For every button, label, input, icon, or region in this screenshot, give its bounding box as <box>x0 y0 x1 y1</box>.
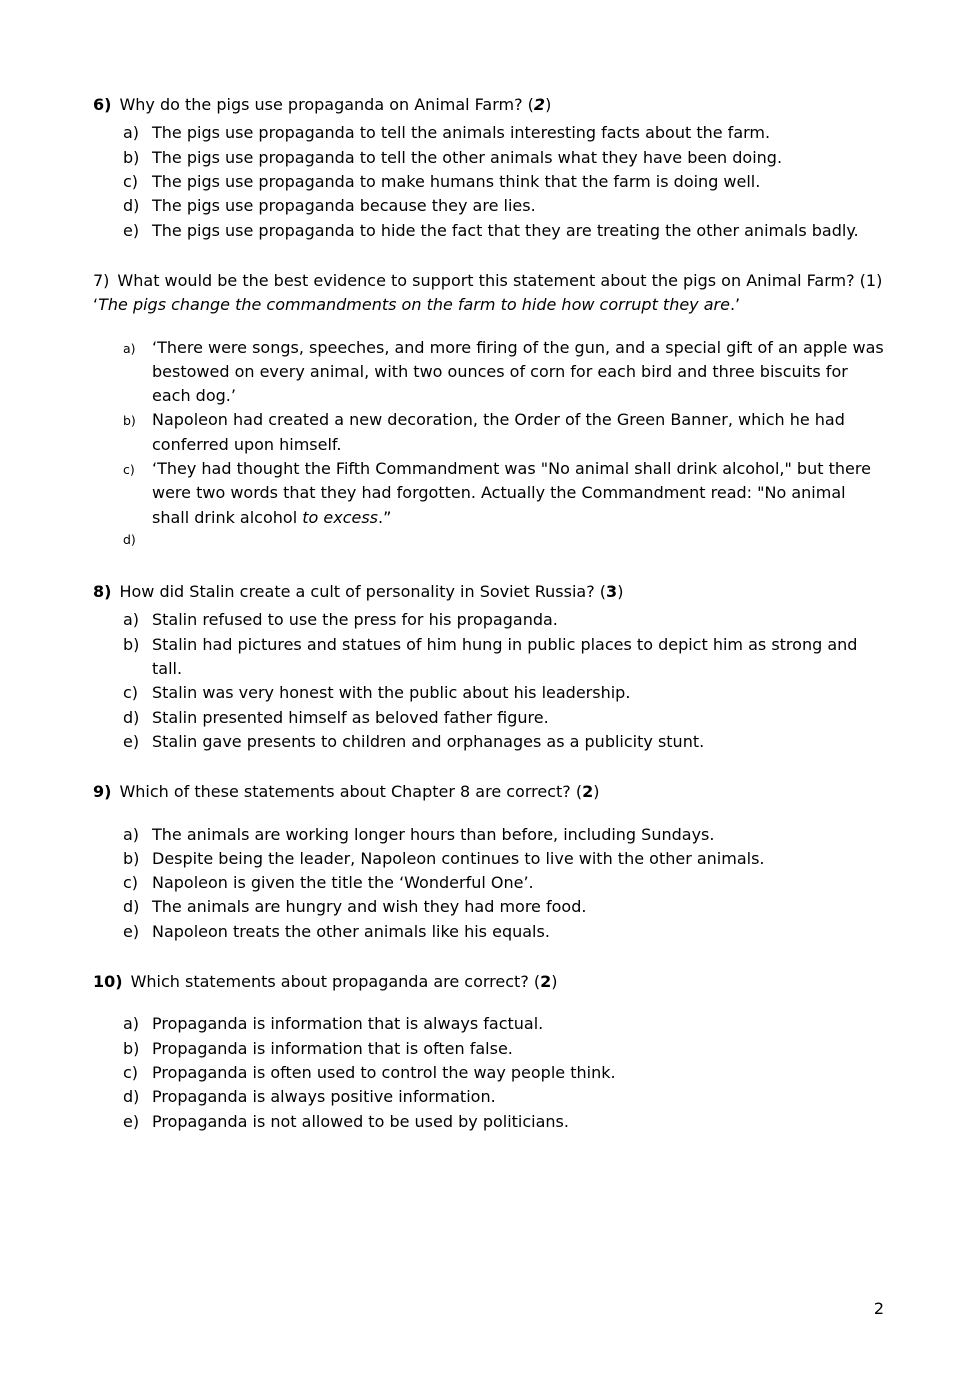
question-header <box>93 269 886 293</box>
text-segment: The pigs change the commandments on the farm to hide how corrupt they are <box>98 295 730 315</box>
option-label: b) <box>123 1038 140 1058</box>
option-text <box>152 706 886 730</box>
question-header <box>93 93 886 117</box>
question-text <box>119 582 623 601</box>
option-row <box>93 920 886 944</box>
text-segment: The animals are hungry and wish they had more food. <box>152 897 587 917</box>
option-row <box>93 871 886 895</box>
option-row <box>93 219 886 243</box>
options-list <box>93 823 886 945</box>
question-10 <box>93 970 886 1134</box>
text-segment: Stalin gave presents to children and orphanages as a publicity stunt. <box>152 731 705 751</box>
option-text <box>152 1037 886 1061</box>
text-segment: Napoleon treats the other animals like his equals. <box>152 921 550 941</box>
option-row <box>93 408 886 457</box>
page-number: 2 <box>873 1298 884 1318</box>
text-segment: The pigs use propaganda to tell the other animals what they have been doing. <box>152 147 783 167</box>
option-label: c) <box>123 683 139 703</box>
question-number: 10) <box>93 972 123 992</box>
text-segment: The animals are working longer hours than before, including Sundays. <box>152 824 715 844</box>
option-text <box>152 920 886 944</box>
text-segment: The pigs use propaganda because they are lies. <box>152 196 536 216</box>
options-list <box>93 1012 886 1134</box>
option-text <box>152 608 886 632</box>
question-text <box>131 972 558 991</box>
text-segment: Which statements about propaganda are correct? ( <box>130 972 541 992</box>
text-segment: Propaganda is often used to control the way people think. <box>152 1063 616 1082</box>
text-segment: Stalin had pictures and statues of him hung in public places to depict him as strong and tall. <box>152 634 858 678</box>
option-label: c) <box>123 1063 139 1082</box>
question-statement <box>93 293 886 317</box>
option-row <box>93 1012 886 1036</box>
options-list <box>93 336 886 555</box>
text-segment: .” <box>378 507 392 527</box>
option-row <box>93 706 886 730</box>
option-label: a) <box>123 610 140 630</box>
question-header <box>93 780 886 804</box>
option-row <box>93 1037 886 1061</box>
option-label: e) <box>123 921 140 941</box>
option-row <box>93 530 886 554</box>
text-segment: How did Stalin create a cult of personality in Soviet Russia? ( <box>119 582 607 601</box>
option-label: a) <box>123 123 140 143</box>
option-label: a) <box>123 340 136 356</box>
option-text <box>152 1110 886 1134</box>
option-row <box>93 847 886 871</box>
text-segment: ‘ <box>93 295 99 315</box>
text-segment: Propaganda is information that is always factual. <box>152 1014 544 1034</box>
option-text <box>152 336 886 409</box>
text-segment: Stalin presented himself as beloved father figure. <box>152 707 549 727</box>
option-label: d) <box>123 707 140 727</box>
option-label: d) <box>123 196 140 216</box>
option-label: b) <box>123 147 140 167</box>
text-segment: 2 <box>533 95 546 114</box>
text-segment: ) <box>617 582 624 601</box>
question-9 <box>93 780 886 944</box>
option-row <box>93 681 886 705</box>
option-text <box>152 730 886 754</box>
text-segment: What would be the best evidence to support this statement about the pigs on Animal Farm? (1) <box>117 270 883 290</box>
option-label: a) <box>123 824 140 844</box>
option-row <box>93 1061 886 1085</box>
option-row <box>93 170 886 194</box>
option-label: d) <box>123 897 140 917</box>
option-label: b) <box>123 413 136 429</box>
question-text <box>119 95 551 114</box>
question-8 <box>93 580 886 754</box>
option-text <box>152 219 886 243</box>
option-label: b) <box>123 634 140 654</box>
option-label: c) <box>123 873 139 893</box>
option-row <box>93 823 886 847</box>
option-row <box>93 608 886 632</box>
option-text <box>152 1012 886 1036</box>
option-row <box>93 633 886 682</box>
question-header <box>93 580 886 604</box>
option-text <box>152 633 886 682</box>
text-segment: 2 <box>540 972 552 992</box>
question-number: 6) <box>93 95 112 114</box>
option-text <box>152 1061 886 1085</box>
options-list <box>93 608 886 754</box>
text-segment: The pigs use propaganda to hide the fact that they are treating the other animals badly. <box>152 220 859 240</box>
text-segment: Propaganda is information that is often false. <box>152 1038 513 1058</box>
option-label: e) <box>123 220 140 240</box>
text-segment: Why do the pigs use propaganda on Animal Farm? ( <box>119 95 534 114</box>
text-segment: .’ <box>729 295 741 315</box>
option-row <box>93 1085 886 1109</box>
text-segment: ‘There were songs, speeches, and more firing of the gun, and a special gift of an apple was bestowed on every animal, with two ounces of corn for each bird and three biscuits for each dog.’ <box>152 337 884 406</box>
option-text <box>152 871 886 895</box>
option-text <box>152 146 886 170</box>
option-row <box>93 1110 886 1134</box>
option-text <box>152 823 886 847</box>
option-label: c) <box>123 462 135 478</box>
option-row <box>93 146 886 170</box>
option-row <box>93 730 886 754</box>
text-segment: ) <box>545 95 552 114</box>
text-segment: Despite being the leader, Napoleon continues to live with the other animals. <box>152 848 765 868</box>
question-number: 7) <box>93 270 110 290</box>
option-row <box>93 121 886 145</box>
option-label: c) <box>123 171 139 191</box>
option-row <box>93 895 886 919</box>
option-label: e) <box>123 731 140 751</box>
text-segment: ) <box>551 972 558 992</box>
text-segment: The pigs use propaganda to tell the animals interesting facts about the farm. <box>152 123 771 143</box>
option-text <box>152 121 886 145</box>
option-text <box>152 895 886 919</box>
options-list <box>93 121 886 243</box>
option-text <box>152 194 886 218</box>
option-text <box>152 408 886 457</box>
option-label: b) <box>123 848 140 868</box>
question-header <box>93 970 886 994</box>
text-segment: Napoleon is given the title the ‘Wonderful One’. <box>152 873 534 893</box>
option-text <box>152 457 886 530</box>
option-row <box>93 194 886 218</box>
text-segment: Stalin was very honest with the public about his leadership. <box>152 683 631 703</box>
option-text <box>152 1085 886 1109</box>
text-segment: to excess <box>302 507 379 527</box>
text-segment: Propaganda is always positive information. <box>152 1087 496 1107</box>
text-segment: ‘They had thought the Fifth Commandment was "No animal shall drink alcohol," but there were two words that they had forgotten. Actually the Commandment read: "No animal shall drink alcohol <box>152 459 871 527</box>
option-text <box>152 170 886 194</box>
text-segment: 2 <box>582 782 594 802</box>
question-text <box>117 271 882 290</box>
text-segment: Stalin refused to use the press for his propaganda. <box>152 610 558 630</box>
option-label: d) <box>123 1087 140 1107</box>
text-segment: ) <box>593 782 600 802</box>
text-segment: The pigs use propaganda to make humans think that the farm is doing well. <box>152 171 761 191</box>
text-segment: Propaganda is not allowed to be used by politicians. <box>152 1111 569 1131</box>
question-text <box>119 782 599 801</box>
text-segment: Napoleon had created a new decoration, the Order of the Green Banner, which he had conferred upon himself. <box>152 410 845 454</box>
question-6 <box>93 93 886 243</box>
option-text <box>152 681 886 705</box>
text-segment: 3 <box>606 582 618 601</box>
text-segment: Which of these statements about Chapter 8 are correct? ( <box>119 782 583 802</box>
option-label: d) <box>123 532 136 547</box>
question-7 <box>93 269 886 554</box>
option-text <box>152 847 886 871</box>
option-label: a) <box>123 1014 140 1034</box>
option-row <box>93 457 886 530</box>
option-label: e) <box>123 1111 140 1131</box>
question-number: 8) <box>93 582 112 601</box>
option-row <box>93 336 886 409</box>
question-number: 9) <box>93 782 112 802</box>
